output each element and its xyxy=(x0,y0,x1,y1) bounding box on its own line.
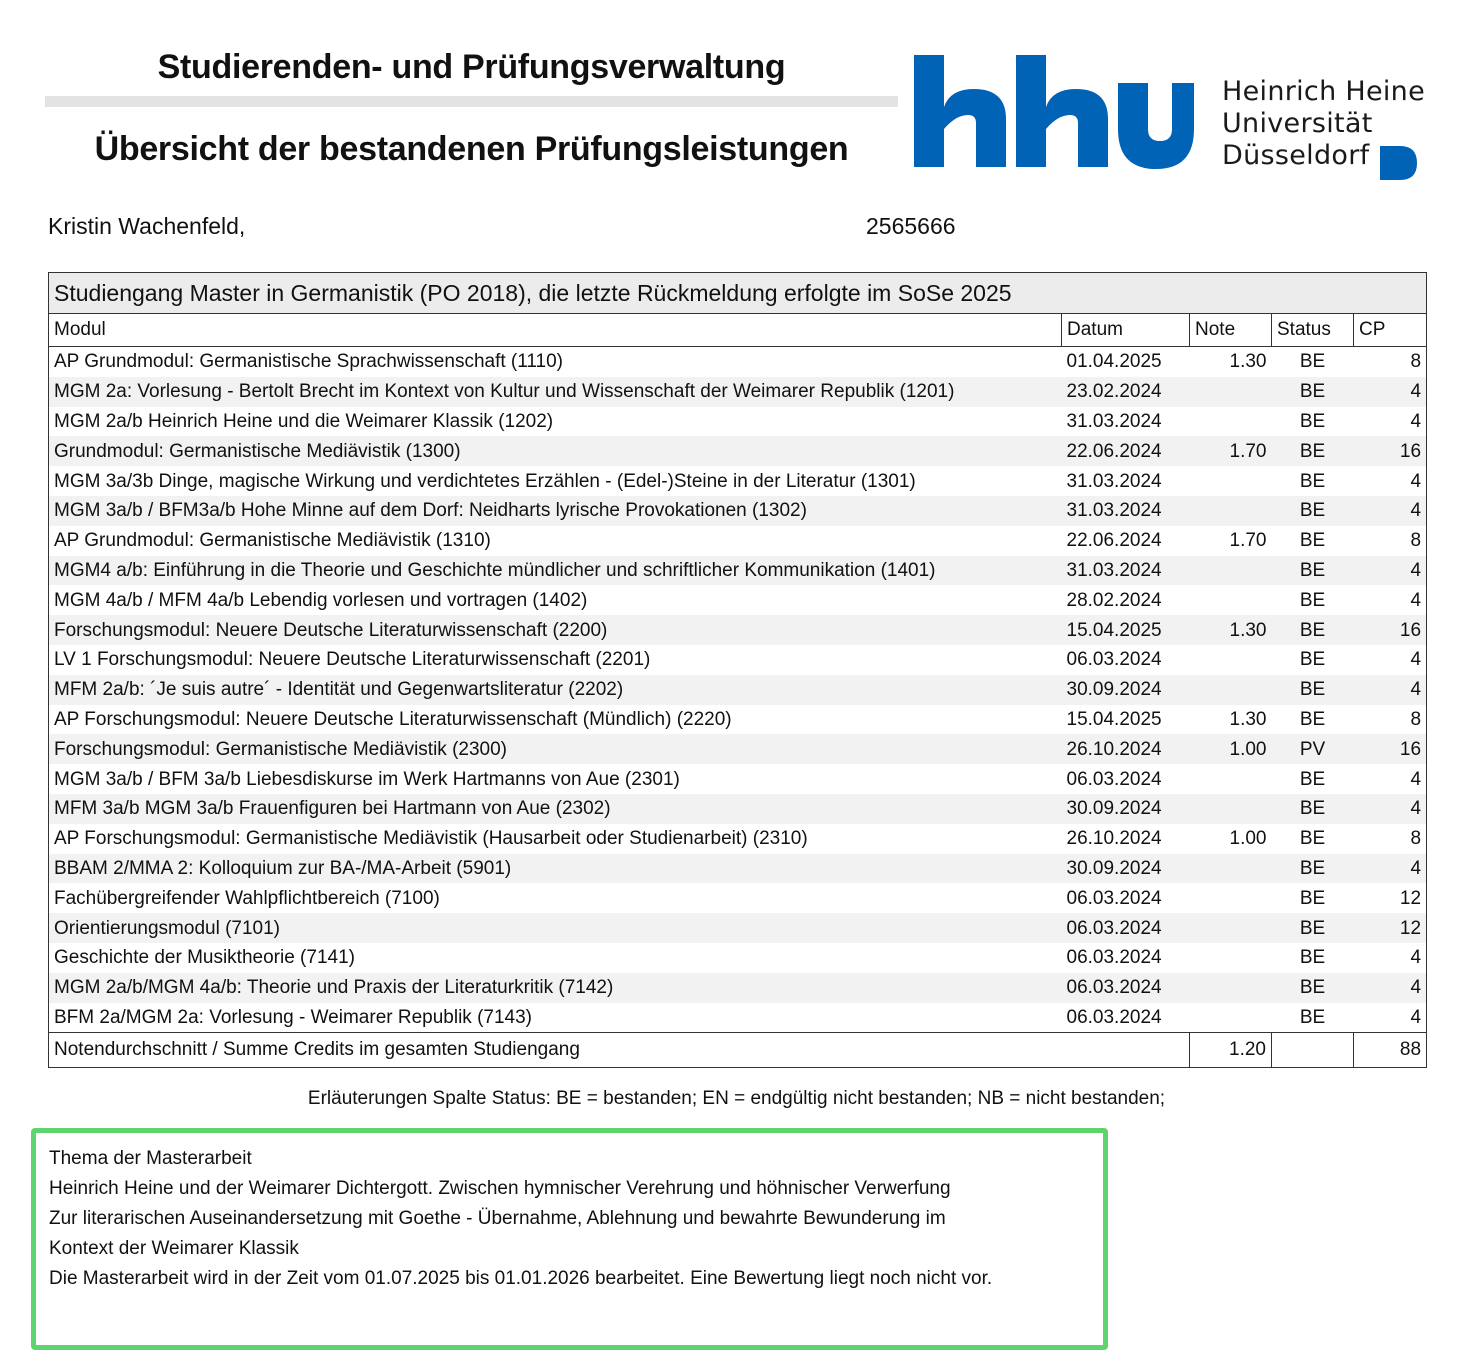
grade: 1.30 xyxy=(1190,615,1272,645)
table-row xyxy=(49,526,1427,556)
grade: 1.00 xyxy=(1229,828,1267,850)
module-rows xyxy=(49,347,1427,1033)
grade xyxy=(1190,377,1272,407)
credit-points: 4 xyxy=(1354,377,1427,407)
status: BE xyxy=(1299,410,1326,432)
column-header-datum: Datum xyxy=(1062,314,1190,347)
module-name: Orientierungsmodul (7101) xyxy=(49,913,1062,943)
credit-points: 8 xyxy=(1354,705,1427,735)
status: BE xyxy=(1272,436,1354,466)
credit-points: 4 xyxy=(1354,794,1427,824)
column-header-modul: Modul xyxy=(49,314,1062,347)
table-row xyxy=(49,436,1427,466)
grade xyxy=(1190,466,1272,496)
status: BE xyxy=(1272,556,1354,586)
credit-points: 4 xyxy=(1354,556,1427,586)
status: BE xyxy=(1299,351,1326,373)
program-heading: Studiengang Master in Germanistik (PO 2018), die letzte Rückmeldung erfolgte im SoSe 2025 xyxy=(49,273,1427,314)
status: BE xyxy=(1299,470,1326,492)
module-name: Forschungsmodul: Germanistische Mediävistik (2300) xyxy=(49,734,1062,764)
exam-date: 06.03.2024 xyxy=(1066,768,1162,790)
status: PV xyxy=(1272,734,1354,764)
exam-date: 28.02.2024 xyxy=(1066,589,1162,611)
exam-date: 30.09.2024 xyxy=(1062,675,1190,705)
status: BE xyxy=(1299,768,1326,790)
total-label: Notendurchschnitt / Summe Credits im gesamten Studiengang xyxy=(49,1033,1190,1068)
exam-date: 31.03.2024 xyxy=(1062,556,1190,586)
status: BE xyxy=(1272,615,1354,645)
exam-date: 15.04.2025 xyxy=(1066,708,1162,730)
module-name: LV 1 Forschungsmodul: Neuere Deutsche Literaturwissenschaft (2201) xyxy=(49,645,1062,675)
grade xyxy=(1190,854,1272,884)
exam-date: 31.03.2024 xyxy=(1066,410,1162,432)
table-row xyxy=(49,824,1427,854)
table-row xyxy=(49,407,1427,437)
status: BE xyxy=(1299,947,1326,969)
matriculation-number: 2565666 xyxy=(866,213,956,239)
exam-date: 22.06.2024 xyxy=(1062,436,1190,466)
grade: 1.30 xyxy=(1229,351,1267,373)
table-row xyxy=(49,496,1427,526)
credit-points: 4 xyxy=(1354,943,1427,973)
module-name: MGM 2a/b Heinrich Heine und die Weimarer Klassik (1202) xyxy=(49,407,1062,437)
credit-points: 4 xyxy=(1354,675,1427,705)
credit-points: 4 xyxy=(1354,466,1427,496)
credit-points: 12 xyxy=(1354,913,1427,943)
table-row xyxy=(49,883,1427,913)
status: BE xyxy=(1272,377,1354,407)
exam-date: 30.09.2024 xyxy=(1062,794,1190,824)
exam-date: 26.10.2024 xyxy=(1066,828,1162,850)
table-row xyxy=(49,466,1427,496)
average-grade: 1.20 xyxy=(1190,1033,1272,1068)
grade xyxy=(1190,407,1272,437)
grade: 1.70 xyxy=(1229,530,1267,552)
module-name: AP Grundmodul: Germanistische Sprachwissenschaft (1110) xyxy=(49,347,1062,377)
table-row xyxy=(49,734,1427,764)
grade: 1.70 xyxy=(1190,436,1272,466)
program-heading-row xyxy=(49,273,1427,314)
status: BE xyxy=(1272,913,1354,943)
exam-date: 23.02.2024 xyxy=(1062,377,1190,407)
grade xyxy=(1190,645,1272,675)
module-name: MGM 2a: Vorlesung - Bertolt Brecht im Kontext von Kultur und Wissenschaft der Weimarer Republik (1201) xyxy=(49,377,1062,407)
exam-date: 06.03.2024 xyxy=(1066,649,1162,671)
status: BE xyxy=(1299,649,1326,671)
thesis-period-note: Die Masterarbeit wird in der Zeit vom 01.07.2025 bis 01.01.2026 bearbeitet. Eine Bewertung liegt noch nicht vor. xyxy=(49,1268,993,1289)
thesis-heading: Thema der Masterarbeit xyxy=(49,1148,252,1169)
exam-date: 26.10.2024 xyxy=(1062,734,1190,764)
credit-points: 8 xyxy=(1354,824,1427,854)
table-row xyxy=(49,556,1427,586)
table-row xyxy=(49,854,1427,884)
exam-date: 06.03.2024 xyxy=(1062,973,1190,1003)
thesis-text xyxy=(49,1144,992,1294)
status-legend: Erläuterungen Spalte Status: BE = bestanden; EN = endgültig nicht bestanden; NB = nicht bestanden; xyxy=(307,1088,1166,1109)
status: BE xyxy=(1299,887,1326,909)
grade xyxy=(1190,764,1272,794)
total-credits: 88 xyxy=(1354,1033,1427,1068)
table-row xyxy=(49,675,1427,705)
column-header-status: Status xyxy=(1272,314,1354,347)
grade xyxy=(1190,794,1272,824)
table-row xyxy=(49,973,1427,1003)
grade xyxy=(1190,1003,1272,1033)
grade xyxy=(1190,556,1272,586)
module-name: MGM 3a/b / BFM3a/b Hohe Minne auf dem Dorf: Neidharts lyrische Provokationen (1302) xyxy=(49,496,1062,526)
column-header-row xyxy=(49,314,1427,347)
grade xyxy=(1190,913,1272,943)
university-name-line-2: Universität xyxy=(1222,108,1373,139)
module-name: AP Forschungsmodul: Germanistische Mediävistik (Hausarbeit oder Studienarbeit) (2310) xyxy=(49,824,1062,854)
table-row xyxy=(49,1003,1427,1033)
credit-points: 4 xyxy=(1354,496,1427,526)
module-name: BBAM 2/MMA 2: Kolloquium zur BA-/MA-Arbeit (5901) xyxy=(49,854,1062,884)
module-name: Geschichte der Musiktheorie (7141) xyxy=(49,943,1062,973)
credit-points: 8 xyxy=(1354,347,1427,377)
exam-date: 22.06.2024 xyxy=(1066,530,1162,552)
status: BE xyxy=(1272,973,1354,1003)
status: BE xyxy=(1272,794,1354,824)
university-name-line-3: Düsseldorf xyxy=(1222,140,1370,171)
table-row xyxy=(49,913,1427,943)
module-name: MFM 2a/b: ´Je suis autre´ - Identität und Gegenwartsliteratur (2202) xyxy=(49,675,1062,705)
table-row xyxy=(49,645,1427,675)
credit-points: 4 xyxy=(1354,645,1427,675)
exam-date: 15.04.2025 xyxy=(1062,615,1190,645)
table-row xyxy=(49,705,1427,735)
module-name: Fachübergreifender Wahlpflichtbereich (7100) xyxy=(49,883,1062,913)
credit-points: 4 xyxy=(1354,407,1427,437)
exam-date: 06.03.2024 xyxy=(1066,887,1162,909)
status: BE xyxy=(1299,828,1326,850)
credit-points: 16 xyxy=(1354,615,1427,645)
exam-date: 06.03.2024 xyxy=(1062,913,1190,943)
status: BE xyxy=(1272,854,1354,884)
grades-table xyxy=(48,272,1427,1068)
module-name: MFM 3a/b MGM 3a/b Frauenfiguren bei Hartmann von Aue (2302) xyxy=(49,794,1062,824)
grade xyxy=(1190,943,1272,973)
status: BE xyxy=(1299,530,1326,552)
status: BE xyxy=(1272,675,1354,705)
document-title: Studierenden- und Prüfungsverwaltung xyxy=(157,48,786,86)
exam-date: 06.03.2024 xyxy=(1066,1006,1162,1028)
module-name: Forschungsmodul: Neuere Deutsche Literaturwissenschaft (2200) xyxy=(49,615,1062,645)
total-row xyxy=(49,1033,1427,1068)
credit-points: 4 xyxy=(1354,585,1427,615)
status: BE xyxy=(1272,496,1354,526)
credit-points: 12 xyxy=(1354,883,1427,913)
thesis-title-line-2: Zur literarischen Auseinandersetzung mit Goethe - Übernahme, Ablehnung und bewahrte Bewunderung im xyxy=(49,1208,946,1229)
column-header-note: Note xyxy=(1190,314,1272,347)
table-row xyxy=(49,585,1427,615)
module-name: MGM 3a/3b Dinge, magische Wirkung und verdichtetes Erzählen - (Edel-)Steine in der Literatur (1301) xyxy=(49,466,1062,496)
module-name: AP Grundmodul: Germanistische Mediävistik (1310) xyxy=(49,526,1062,556)
status: BE xyxy=(1299,708,1326,730)
grade: 1.30 xyxy=(1229,708,1267,730)
grade xyxy=(1190,973,1272,1003)
student-name: Kristin Wachenfeld, xyxy=(48,213,246,239)
header-divider xyxy=(45,96,898,107)
credit-points: 4 xyxy=(1354,973,1427,1003)
module-name: Grundmodul: Germanistische Mediävistik (1300) xyxy=(49,436,1062,466)
exam-date: 31.03.2024 xyxy=(1066,470,1162,492)
status: BE xyxy=(1299,589,1326,611)
exam-date: 01.04.2025 xyxy=(1066,351,1162,373)
grade xyxy=(1190,883,1272,913)
exam-date: 30.09.2024 xyxy=(1062,854,1190,884)
module-name: MGM 4a/b / MFM 4a/b Lebendig vorlesen und vortragen (1402) xyxy=(49,585,1062,615)
credit-points: 4 xyxy=(1354,764,1427,794)
credit-points: 16 xyxy=(1354,436,1427,466)
credit-points: 16 xyxy=(1354,734,1427,764)
exam-date: 31.03.2024 xyxy=(1062,496,1190,526)
module-name: MGM 2a/b/MGM 4a/b: Theorie und Praxis der Literaturkritik (7142) xyxy=(49,973,1062,1003)
document-subtitle: Übersicht der bestandenen Prüfungsleistungen xyxy=(94,130,849,168)
credit-points: 4 xyxy=(1354,854,1427,884)
total-status-empty xyxy=(1272,1033,1354,1068)
table-row xyxy=(49,943,1427,973)
module-name: AP Forschungsmodul: Neuere Deutsche Literaturwissenschaft (Mündlich) (2220) xyxy=(49,705,1062,735)
status: BE xyxy=(1299,1006,1326,1028)
table-row xyxy=(49,377,1427,407)
exam-date: 06.03.2024 xyxy=(1066,947,1162,969)
logo-d-mark-icon xyxy=(1380,146,1418,180)
hhu-logo xyxy=(912,55,1197,170)
grade xyxy=(1190,585,1272,615)
module-name: MGM 3a/b / BFM 3a/b Liebesdiskurse im Werk Hartmanns von Aue (2301) xyxy=(49,764,1062,794)
grade: 1.00 xyxy=(1190,734,1272,764)
table-row xyxy=(49,764,1427,794)
module-name: MGM4 a/b: Einführung in die Theorie und Geschichte mündlicher und schriftlicher Kommunikation (1401) xyxy=(49,556,1062,586)
credit-points: 8 xyxy=(1354,526,1427,556)
table-row xyxy=(49,794,1427,824)
thesis-title-line-3: Kontext der Weimarer Klassik xyxy=(49,1238,299,1259)
university-name-line-1: Heinrich Heine xyxy=(1222,76,1426,107)
grade xyxy=(1190,496,1272,526)
table-row xyxy=(49,615,1427,645)
module-name: BFM 2a/MGM 2a: Vorlesung - Weimarer Republik (7143) xyxy=(49,1003,1062,1033)
table-row xyxy=(49,347,1427,377)
thesis-box xyxy=(31,1128,1108,1350)
grade xyxy=(1190,675,1272,705)
credit-points: 4 xyxy=(1354,1003,1427,1033)
thesis-title-line-1: Heinrich Heine und der Weimarer Dichtergott. Zwischen hymnischer Verehrung und höhnischer Verwerfung xyxy=(49,1178,951,1199)
column-header-cp: CP xyxy=(1354,314,1427,347)
